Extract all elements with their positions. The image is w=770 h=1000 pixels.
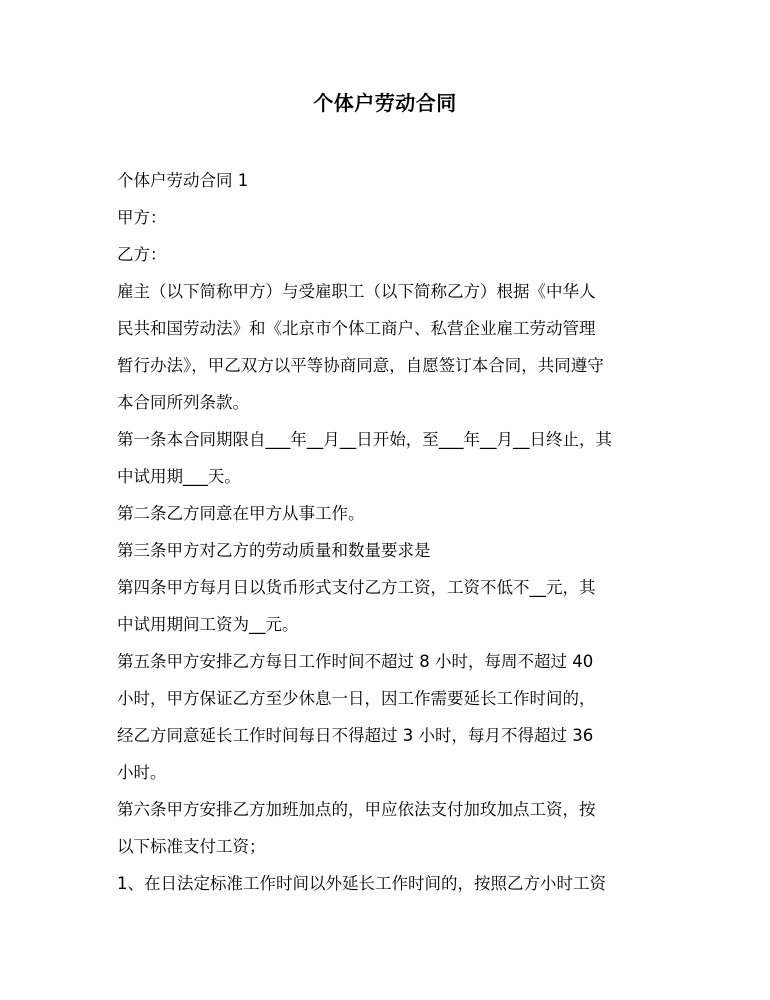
text-line: 以下标准支付工资； [117,837,266,856]
text-line: 乙方： [117,245,167,264]
text-line: 中试用期间工资为__元。 [117,615,299,634]
text-line: 雇主（以下简称甲方）与受雇职工（以下简称乙方）根据《中华人 [117,282,596,301]
text-line: 本合同所列条款。 [117,393,249,412]
text-line: 个体户劳动合同 1 [117,171,249,190]
text-line: 中试用期___天。 [117,467,241,486]
text-line: 1、在日法定标准工作时间以外延长工作时间的，按照乙方小时工资 [117,874,606,893]
text-line: 民共和国劳动法》和《北京市个体工商户、私营企业雇工劳动管理 [117,319,596,338]
text-line: 暂行办法》，甲乙双方以平等协商同意，自愿签订本合同，共同遵守 [117,356,604,375]
document-body [117,162,662,902]
text-line: 第三条甲方对乙方的劳动质量和数量要求是 [117,541,431,560]
text-line: 小时。 [117,763,167,782]
text-line: 经乙方同意延长工作时间每日不得超过 3 小时，每月不得超过 36 [117,726,594,745]
text-line: 第六条甲方安排乙方加班加点的，甲应依法支付加玫加点工资，按 [117,800,596,819]
text-line: 第四条甲方每月日以货币形式支付乙方工资，工资不低不__元，其 [117,578,596,597]
text-line: 甲方： [117,208,167,227]
text-line: 第二条乙方同意在甲方从事工作。 [117,504,365,523]
text-line: 第一条本合同期限自___年__月__日开始，至___年__月__日终止，其 [117,430,612,449]
text-line: 小时，甲方保证乙方至少休息一日，因工作需要延长工作时间的， [117,689,596,708]
text-line: 第五条甲方安排乙方每日工作时间不超过 8 小时，每周不超过 40 [117,652,594,671]
document-title: 个体户劳动合同 [313,91,457,115]
